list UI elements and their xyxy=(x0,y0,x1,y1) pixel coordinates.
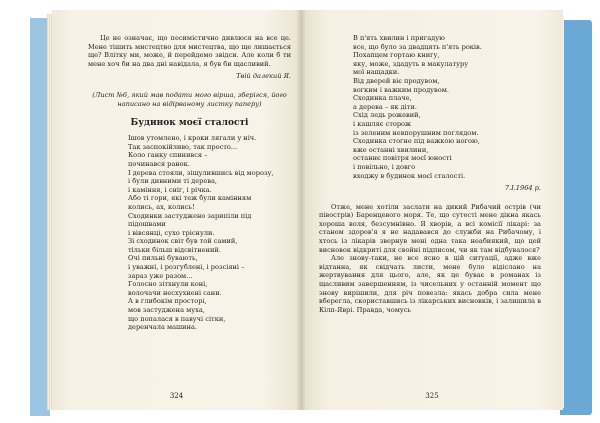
poem-line: А в глибокім просторі, xyxy=(128,297,207,306)
poem-line: і каміння, і сніг, і річка. xyxy=(128,185,212,194)
poem-line: Сходинка плаче, xyxy=(353,94,412,103)
prose-block xyxy=(319,203,541,315)
poem-line: входжу в будинок моєї сталості. xyxy=(353,171,466,180)
poem-line: Або ті гори, які теж були камінням xyxy=(128,194,252,203)
poem-line: Похапцем гортаю книгу, xyxy=(353,51,440,60)
book-cover-right xyxy=(560,20,592,415)
poem-line: мов застуджена муха, xyxy=(128,306,205,315)
poem-line: із зеленим невпорушним поглядом. xyxy=(353,128,479,137)
poem-line: Зі сходинок світ був той самий, xyxy=(128,237,238,246)
poem-line: і уважні, і розгублені, і розсіяні – xyxy=(128,263,245,272)
poem-stanza-left xyxy=(88,134,291,332)
poem-date: 7.І.1964 р. xyxy=(504,184,541,193)
poem-line: волочачи несхухнені сани. xyxy=(128,288,222,297)
poem-line: Схід ледь рожевий, xyxy=(353,111,421,120)
poem-line: вогким і важким продувом. xyxy=(353,85,449,94)
poem-line: Очі пильні бувають, xyxy=(128,254,198,263)
poem-line: вже останні хвилини, xyxy=(353,145,429,154)
letter-paragraph: Це не означає, що песимістично дивлюся на все це. Мене тішить мистецтво для мистецтва, що ще лишається ще? Влітку ми, може, й перейдемо звідси. Але коли б ти мене хоч би на два дні навідала, я був би щасливий. xyxy=(88,34,291,68)
poem-line: Сходинка стогне під важкою ногою, xyxy=(353,137,480,146)
poem-line: все, що було за двадцять п'ять років. xyxy=(353,42,482,51)
letter-signature: Твій далекий Я. xyxy=(236,72,291,81)
poem-line: мої нащадки. xyxy=(353,68,400,77)
poem-line: починався ранок. xyxy=(128,159,190,168)
prose-paragraph: Але знову-таки, не все ясно в цій ситуації, адже вже відтанна, як свідчать листи, мене було відіслано на жертвування для цього, але, як це буває в романах із щасливим завершенням, із чисельних у останній момент що знову вирішили, для річ повезла: якась добра сила мене вберегла, скориставшись із лікарських висновків, і залишила в Кілп-Яврі. Правда, чомусь xyxy=(319,254,541,314)
poem-line: тільки більш відсвітнений. xyxy=(128,245,221,254)
poem-line: Голосно зітхнули коні, xyxy=(128,280,208,289)
editorial-note: (Лист №6, який мав подати мого вірша, зберігся, його написано на відірваному листку паперу) xyxy=(92,90,287,108)
poem-line: зараз уже разом... xyxy=(128,271,193,280)
poem-line: Від дверей віє продувом, xyxy=(353,76,440,85)
poem-line: Ішов утомлено, і кроки лягали у ніч. xyxy=(128,134,257,143)
page-number-left: 324 xyxy=(169,392,184,400)
poem-line: І дерева стояли, зіщулившись від морозу, xyxy=(128,168,274,177)
right-page xyxy=(301,10,563,410)
poem-line: Так заспокійливо, так просто... xyxy=(128,142,238,151)
poem-line: і кашляє сторож xyxy=(353,119,412,128)
poem-stanza-right xyxy=(319,34,541,180)
page-number-right: 325 xyxy=(425,392,439,400)
poem-line: деренчала машина. xyxy=(128,323,197,332)
poem-line: Коло ганку спинився – xyxy=(128,151,208,160)
poem-line: і вівсянці, сухо тріснули. xyxy=(128,228,215,237)
poem-line: і були дивними ті дерева, xyxy=(128,177,217,186)
poem-line: Сходинки застуджено зарипіли під підошвами xyxy=(128,211,252,229)
book-gutter xyxy=(296,10,306,410)
poem-line: останнє повітря моєї юності xyxy=(353,154,452,163)
left-page xyxy=(52,10,301,410)
poem-line: колись, ах, колись! xyxy=(128,202,195,211)
prose-paragraph: Отже, мене хотіли заслати на дикий Рибачий острів (чи півострів) Баренцевого моря. Те, що сутесті мене дікна якась хороша воля, безсумнівно. Я хворів, а всі комісії лікарі: за станом здоров'я я не надавався до служби на Рибачому, і хтось із лікарів звернув мені одна така неабиякий, що цей висновок відкриті для свойні підписом, чи як там відбувалося? xyxy=(319,202,541,254)
poem-line: що попалася в павучі сітки, xyxy=(128,314,226,323)
poem-line: В п'ять хвилин і пригадую xyxy=(353,34,445,42)
poem-line: яку, може, здадуть в макулатуру xyxy=(353,59,469,68)
poem-line: і повільно, і довго xyxy=(353,162,416,171)
poem-line: а дерева – як діти. xyxy=(353,102,417,111)
poem-title: Будинок моєї сталості xyxy=(130,118,249,129)
